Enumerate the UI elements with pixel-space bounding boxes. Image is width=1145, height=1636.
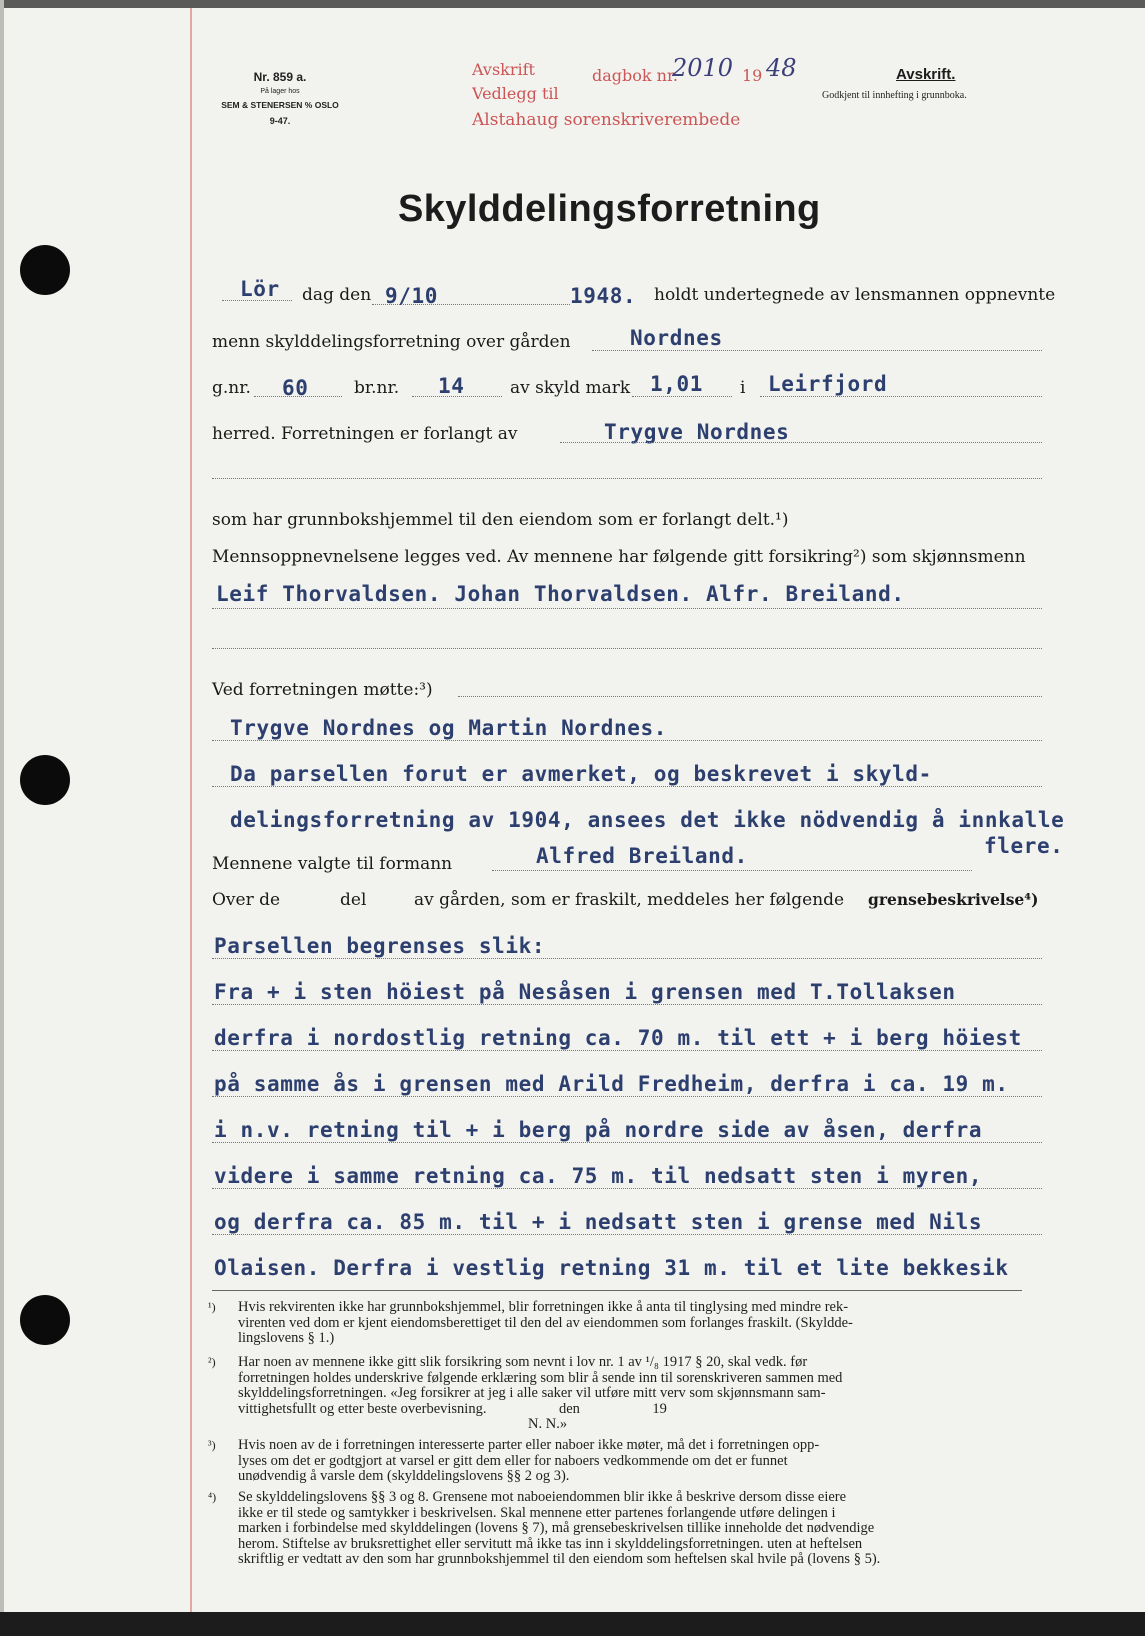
stamp-avskrift: Avskrift <box>472 60 535 79</box>
boundary-line-8: Olaisen. Derfra i vestlig retning 31 m. til et lite bekkesik <box>214 1256 1009 1280</box>
skyld-value: 1,01 <box>650 372 703 396</box>
footnote-3: ³) Hvis noen av de i forretningen interesserte parter eller naboer ikke møter, må det i forretningen opp- lyses om det er godtgjort at varsel er gitt dem eller for naboers vedkommende om det er funnet unødvendig å varsle dem (skylddelingslovens §§ 2 og 3). <box>208 1437 820 1484</box>
chairman-value: Alfred Breiland. <box>536 844 748 868</box>
printer-small-line: På lager hos <box>260 88 300 95</box>
boundary-line-5: i n.v. retning til + i berg på nordre side av åsen, derfra <box>214 1118 983 1142</box>
over-de-label: Over de <box>212 890 281 910</box>
printer-date-code: 9-47. <box>269 116 291 126</box>
weekday-value: Lör <box>240 277 280 301</box>
scan-top-edge <box>0 0 1145 8</box>
boundary-line-7: og derfra ca. 85 m. til + i nedsatt sten i grense med Nils <box>214 1210 983 1234</box>
punch-hole-top <box>20 245 70 295</box>
page-title: Skylddelingsforretning <box>398 188 821 230</box>
scan-left-edge <box>0 0 4 1636</box>
header-avskrift: Avskrift. <box>896 66 956 83</box>
municipality-value: Leirfjord <box>768 372 888 396</box>
del-label: del <box>340 890 367 910</box>
bnr-label: br.nr. <box>354 378 400 398</box>
boundary-line-3: derfra i nordostlig retning ca. 70 m. til ett + i berg höiest <box>214 1026 1022 1050</box>
requester-value: Trygve Nordnes <box>604 420 790 444</box>
footnote-4: ⁴) Se skylddelingslovens §§ 3 og 8. Grensene mot naboeiendommen blir ikke å beskrive dersom disse eiere ikke er til stede og samtykker i beskrivelsen. Skal mennene etter partenes forlangende utføre delingen i marken i forbindelse med skylddelingen (lovens § 7), må grensebeskrivelsen tillike inneholde det nødvendige herom. Stiftelse av bruksrettighet eller servitutt må ikke tas inn i skylddelingsforretningen. uten at heftelsen skriftlig er vedtatt av den som har grunnbokshjemmel til den eiendom som heftelsen skal hvile på (lovens § 5). <box>208 1489 881 1567</box>
grunnbok-line: som har grunnbokshjemmel til den eiendom som er forlangt delt.¹) <box>212 510 789 530</box>
margin-rule <box>190 8 192 1612</box>
stamp-dagbok-label: dagbok nr. <box>592 66 678 85</box>
punch-hole-bottom <box>20 1295 70 1345</box>
boundary-heading: grensebeskrivelse⁴) <box>868 890 1039 909</box>
stamp-year-prefix: 19 <box>742 66 763 85</box>
year-value: 1948. <box>570 284 637 308</box>
stamp-vedlegg: Vedlegg til <box>472 84 559 103</box>
footnote-1: ¹) Hvis rekvirenten ikke har grunnbokshjemmel, blir forretningen ikke å anta til tinglysing med mindre rek- virenten ved dom er kjent eiendomsberettiget til den del av eiendommen som forlanges fraskilt. (Skyldde- lingslovens § 1.) <box>208 1299 853 1346</box>
gnr-label: g.nr. <box>212 378 251 398</box>
gnr-value: 60 <box>282 376 309 400</box>
skyld-label: av skyld mark <box>510 378 631 398</box>
chairman-label: Mennene valgte til formann <box>212 854 453 874</box>
boundary-line-4: på samme ås i grensen med Arild Fredheim, derfra i ca. 19 m. <box>214 1072 1009 1096</box>
date-value: 9/10 <box>385 284 438 308</box>
stamp-office: Alstahaug sorenskriverembede <box>472 110 741 130</box>
row1-tail: holdt undertegnede av lensmannen oppnevnte <box>654 285 1056 305</box>
forsikring-line: Mennsoppnevnelsene legges ved. Av mennene har følgende gitt forsikring²) som skjønnsmenn <box>212 547 1026 567</box>
attended-line-3: delingsforretning av 1904, ansees det ikke nödvendig å innkalle <box>230 808 1065 832</box>
boundary-intro: av gården, som er fraskilt, meddeles her følgende <box>414 890 845 910</box>
footnote-2: ²) Har noen av mennene ikke gitt slik forsikring som nevnt i lov nr. 1 av ¹/₈ 1917 § 20, skal vedk. før forretningen holdes underskrive følgende erklæring som blir å sende inn til sorenskriveren sammen med skylddelingsforretningen. «Jeg forsikrer at jeg i alle saker vil utføre mitt verv som skjønnsmann sam- vittighetsfullt og etter beste overbevisning. den 19 N. N.» <box>208 1354 843 1432</box>
boundary-line-6: videre i samme retning ca. 75 m. til nedsatt sten i myren, <box>214 1164 983 1188</box>
attended-label: Ved forretningen møtte:³) <box>212 680 433 700</box>
farm-label: menn skylddelingsforretning over gården <box>212 332 571 352</box>
boundary-line-2: Fra + i sten höiest på Nesåsen i grensen med T.Tollaksen <box>214 980 956 1004</box>
form-number: Nr. 859 a. <box>253 70 307 84</box>
municipality-label: i <box>740 378 746 398</box>
header-godkjent: Godkjent til innhefting i grunnboka. <box>822 90 967 101</box>
attended-line-2: Da parsellen forut er avmerket, og beskrevet i skyld- <box>230 762 932 786</box>
farm-value: Nordnes <box>630 326 723 350</box>
attended-line-4: flere. <box>984 834 1064 858</box>
requester-label: herred. Forretningen er forlangt av <box>212 424 518 444</box>
scan-bottom-edge <box>0 1612 1145 1636</box>
bnr-value: 14 <box>438 374 465 398</box>
stamp-year-suffix: 48 <box>766 54 797 82</box>
punch-hole-middle <box>20 755 70 805</box>
printer-publisher: SEM & STENERSEN % OSLO <box>221 100 339 110</box>
attended-line-1: Trygve Nordnes og Martin Nordnes. <box>230 716 668 740</box>
boundary-line-1: Parsellen begrenses slik: <box>214 934 546 958</box>
footnote-rule <box>212 1290 1022 1291</box>
day-label: dag den <box>302 285 372 305</box>
stamp-dagbok-number: 2010 <box>672 54 734 82</box>
appraisers-value: Leif Thorvaldsen. Johan Thorvaldsen. Alfr. Breiland. <box>216 582 905 606</box>
